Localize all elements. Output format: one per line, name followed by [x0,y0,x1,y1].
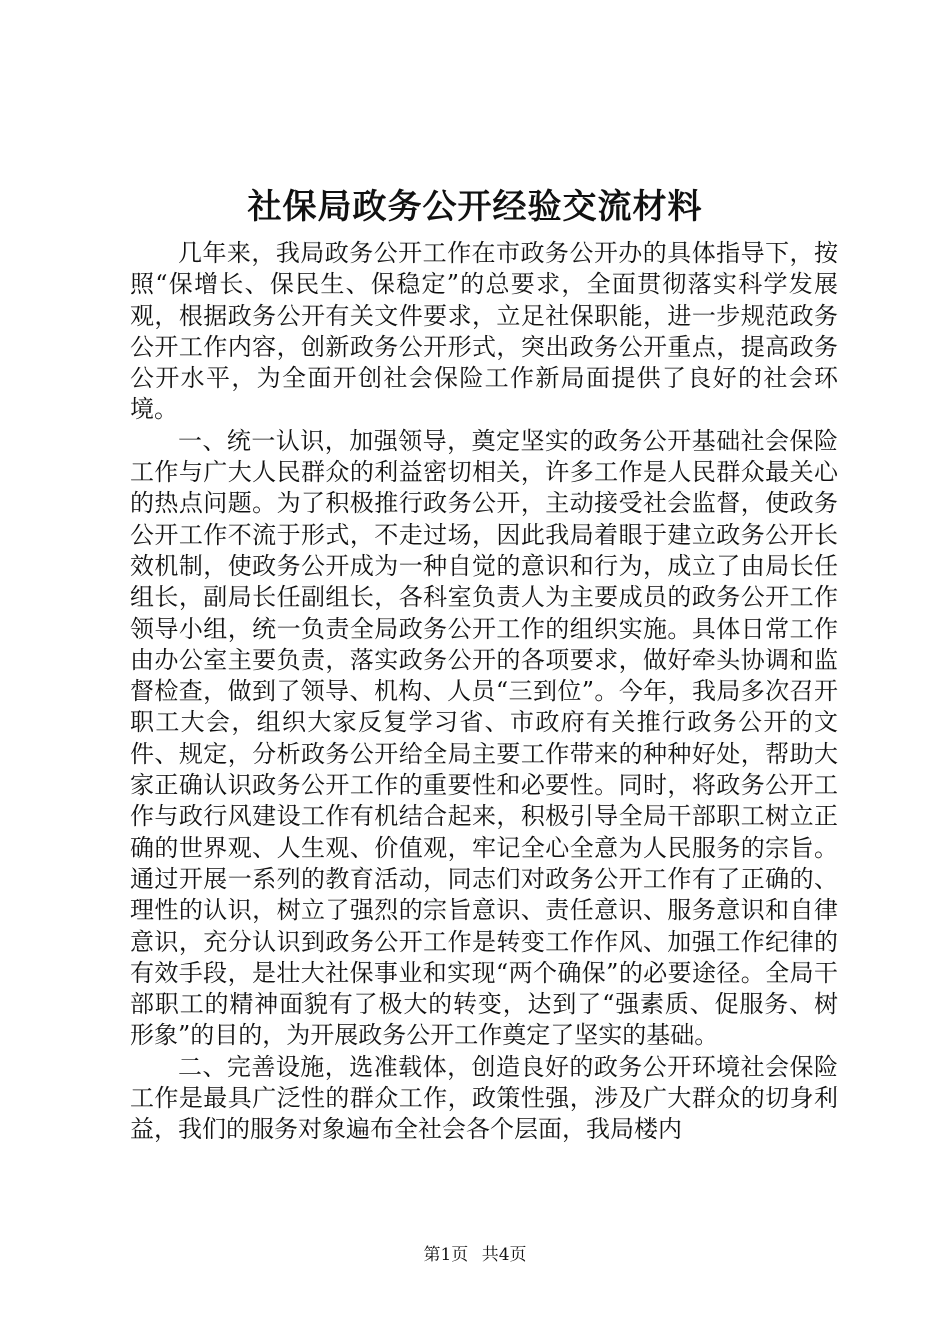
page-total: 共4页 [481,1245,527,1265]
document-title: 社保局政务公开经验交流材料 [247,187,703,227]
page-footer [0,1243,950,1267]
paragraph-section-one: 一、统一认识，加强领导，奠定坚实的政务公开基础社会保险工作与广大人民群众的利益密切相关，许多工作是人民群众最关心的热点问题。为了积极推行政务公开，主动接受社会监督，使政务公开工作不流于形式，不走过场，因此我局着眼于建立政务公开长效机制，使政务公开成为一种自觉的意识和行为，成立了由局长任组长，副局长任副组长，各科室负责人为主要成员的政务公开工作领导小组，统一负责全局政务公开工作的组织实施。具体日常工作由办公室主要负责，落实政务公开的各项要求，做好牵头协调和监督检查，做到了领导、机构、人员“三到位”。今年，我局多次召开职工大会，组织大家反复学习省、市政府有关推行政务公开的文件、规定，分析政务公开给全局主要工作带来的种种好处，帮助大家正确认识政务公开工作的重要性和必要性。同时，将政务公开工作与政行风建设工作有机结合起来，积极引导全局干部职工树立正确的世界观、人生观、价值观，牢记全心全意为人民服务的宗旨。通过开展一系列的教育活动，同志们对政务公开工作有了正确的、理性的认识，树立了强烈的宗旨意识、责任意识、服务意识和自律意识，充分认识到政务公开工作是转变工作作风、加强工作纪律的有效手段，是壮大社保事业和实现“两个确保”的必要途径。全局干部职工的精神面貌有了极大的转变，达到了“强素质、促服务、树形象”的目的，为开展政务公开工作奠定了坚实的基础。 [130,426,838,1050]
paragraph-section-two: 二、完善设施，选准载体，创造良好的政务公开环境社会保险工作是最具广泛性的群众工作，政策性强，涉及广大群众的切身利益，我们的服务对象遍布全社会各个层面，我局楼内 [130,1052,838,1144]
document-body [130,238,838,1146]
page-number: 第1页 [423,1245,469,1265]
paragraph-intro: 几年来，我局政务公开工作在市政务公开办的具体指导下，按照“保增长、保民生、保稳定”的总要求，全面贯彻落实科学发展观，根据政务公开有关文件要求，立足社保职能，进一步规范政务公开工作内容，创新政务公开形式，突出政务公开重点，提高政务公开水平，为全面开创社会保险工作新局面提供了良好的社会环境。 [130,239,838,424]
